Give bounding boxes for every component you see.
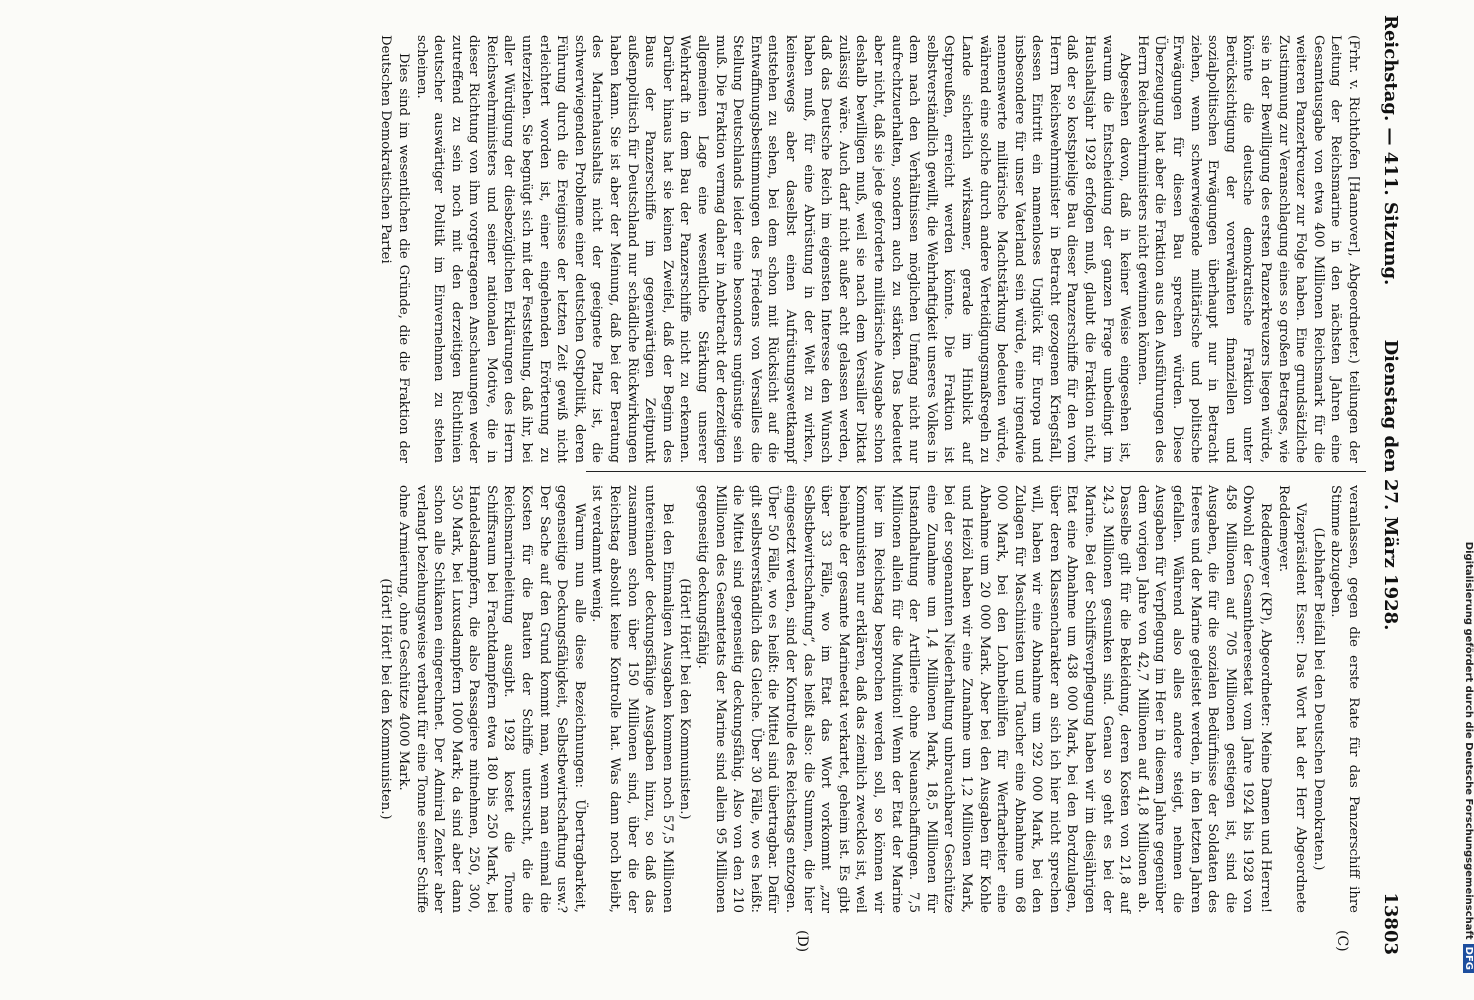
dfg-logo: DFG	[1463, 944, 1474, 973]
paragraph: Reddemeyer (KP), Abgeordneter: Meine Damen und Herren! Obwohl der Gesamtheeresetat vom Jahre 1924 bis 1928 von 458 Millionen auf 705 Millionen gestiegen ist, sind die Ausgaben, die für die sozialen Bedürfnisse der Soldaten des Heeres und der Marine geleistet werden, in den letzten Jahren gefallen. Während also alles andere steigt, nehmen die Ausgaben für Verpflegung im Heer in diesem Jahre gegenüber dem vorigen Jahre von 42,7 Millionen auf 41,8 Millionen ab. Dasselbe gilt für die Bekleidung, deren Kosten von 21,8 auf 24,3 Millionen gesunken sind. Genau so geht es bei der Marine. Bei der Schiffsverpflegung haben wir im diesjährigen Etat eine Abnahme um 438 000 Mark, bei den Bordzulagen, über deren Klassencharakter an sich ich hier nicht sprechen will, haben wir eine Abnahme um 292 000 Mark, bei den Zulagen für Maschinisten und Taucher eine Abnahme um 68 000 Mark, bei den Lohnbeihilfen für Werftarbeiter eine Abnahme um 20 000 Mark. Aber bei den Ausgaben für Kohle und Heizöl haben wir eine Zunahme um 1,2 Millionen Mark, bei der sogenannten Niederhaltung unbrauchbarer Geschütze eine Zunahme um 1,4 Millionen Mark, 18,5 Millionen für Instandhaltung der Artillerie ohne Neuanschaffungen. 7,5 Millionen allein für die Munition! Wenn der Etat der Marine hier im Reichstag besprochen werden soll, so können wir Kommunisten nur erklären, daß das ziemlich zwecklos ist, weil beinahe der gesamte Marineetat verkartet, geheim ist. Es gibt über 33 Fälle, wo im Etat das Wort vorkommt „zur Selbstbewirtschaftung“, das heißt also: die Summen, die hier eingesetzt werden, sind der Kontrolle des Reichstags entzogen. Über 50 Fälle, wo es heißt: die Mittel sind übertragbar. Dafür gilt selbstverständlich das Gleiche. Über 30 Fälle, wo es heißt: die Mittel sind gegenseitig deckungsfähig. Also von den 210 Millionen des Gesamtetats der Marine sind allein 95 Millionen gegenseitig deckungsfähig.	[695, 485, 1274, 913]
paragraph: Bei den Einmaligen Ausgaben kommen noch 57,5 Millionen untereinander deckungsfähige Ausgaben hinzu, so daß das zusammen schon über 150 Millionen sind, über die der Reichstag absolut keine Kontrolle hat. Was dann noch bleibt, ist verdammt wenig.	[589, 485, 675, 913]
document-page	[140, 15, 1474, 970]
digitization-text: Digitalisierung gefördert durch die Deutsche Forschungsgemeinschaft	[1463, 541, 1474, 940]
digitization-note	[1463, 542, 1474, 973]
interjection: (Lebhafter Beifall bei den Deutschen Demokraten.)	[1310, 527, 1326, 871]
column-divider	[586, 471, 1366, 472]
left-column	[377, 35, 1362, 463]
paragraph: Warum nun alle diese Bezeichnungen: Übertragbarkeit, gegenseitige Deckungsfähigkeit, Selbstbewirtschaftung usw.? Der Sache auf den Grund kommt man, wenn man einmal die Kosten für die Bauten der Schiffe untersucht, die die Reichsmarineleitung ausgibt. 1928 kostet die Tonne Schiffsraum bei Frachtdampfern etwa 180 bis 250 Mark, bei Handelsdampfern, die also Passagiere mitnehmen, 250, 300, 350 Mark, bei Luxusdampfern 1000 Mark; da sind aber dann schon alle Schikanen eingerechnet. Der Admiral Zenker aber verlangt beziehungsweise verbaut für eine Tonne seiner Schiffe ohne Armierung, ohne Geschütze 4000 Mark.	[395, 485, 587, 913]
paragraph: Abgesehen davon, daß in keiner Weise eingesehen ist, warum die Entscheidung der ganzen Frage unbedingt im Haushaltsjahr 1928 erfolgen muß, glaubt die Fraktion nicht, daß der so kostspielige Bau dieser Panzerschiffe für den vom Herrn Reichswehrminister in Betracht gezogenen Kriegsfall, dessen Eintritt ein namenloses Unglück für Europa und insbesondere für unser Vaterland sein würde, eine irgendwie nennenswerte militärische Machtstärkung bedeuten würde, während eine solche durch andere Verteidigungsmaßregeln zu Lande sicherlich wirksamer, gerade im Hinblick auf Ostpreußen, erreicht werden könnte. Die Fraktion ist selbstverständlich gewillt, die Wehrhaftigkeit unseres Volkes in dem nach den Verhältnissen möglichen Umfang nicht nur aufrechtzuerhalten, sondern auch zu stärken. Das bedeutet aber nicht, daß sie jede geforderte militärische Ausgabe schon deshalb bewilligen muß, weil sie nach dem Versailler Diktat zulässig wäre. Auch darf nicht außer acht gelassen werden, daß das Deutsche Reich im eigensten Interesse den Wunsch haben muß, für eine Abrüstung in der Welt zu wirken, keineswegs aber daselbst einen Aufrüstungswettkampf entstehen zu sehen, bei dem schon mit Rücksicht auf die Entwaffnungsbestimmungen des Friedens von Versailles die Stellung Deutschlands leider eine besonders ungünstige sein muß. Die Fraktion vermag daher in Anbetracht der derzeitigen allgemeinen Lage eine wesentliche Stärkung unserer Wehrkraft in dem Bau der Panzerschiffe nicht zu erkennen. Darüber hinaus hat sie keinen Zweifel, daß der Beginn des Baus der Panzerschiffe im gegenwärtigen Zeitpunkt außenpolitisch für Deutschland nur schädliche Rückwirkungen haben kann. Sie ist aber der Meinung, daß bei der Beratung des Marinehaushalts nicht der geeignete Platz ist, die schwerwiegenden Probleme einer deutschen Ostpolitik, deren Führung durch die Ereignisse der letzten Zeit gewiß nicht erleichtert worden ist, einer eingehenden Erörterung zu unterziehen. Sie begnügt sich mit der Feststellung, daß ihr, bei aller Würdigung der diesbezüglichen Erklärungen des Herrn Reichswehrministers und seiner nationalen Motive, die in dieser Richtung von ihm vorgetragenen Anschauungen weder zutreffend zu sein noch mit den derzeitigen Richtlinien deutscher auswärtiger Politik im Einvernehmen zu stehen scheinen.	[413, 35, 1133, 463]
page-number: 13803	[1380, 892, 1402, 955]
right-column	[377, 485, 1362, 913]
paragraph: Vizepräsident Esser: Das Wort hat der Herr Abgeordnete Reddemeyer.	[1275, 485, 1309, 913]
interjection: (Hört! Hört! bei den Kommunisten.)	[677, 578, 693, 820]
margin-marker-c: (C)	[1334, 930, 1350, 952]
interjection: (Hört! Hört! bei den Kommunisten.)	[378, 578, 394, 820]
margin-marker-d: (D)	[794, 930, 810, 953]
paragraph: Dies sind im wesentlichen die Gründe, die die Fraktion der Deutschen Demokratischen Partei	[378, 35, 411, 463]
paragraph: veranlassen, gegen die erste Rate für das Panzerschiff ihre Stimme abzugeben.	[1328, 485, 1361, 913]
header-left: Reichstag. — 411. Sitzung.	[1380, 15, 1402, 286]
header-date: Dienstag den 27. März 1928.	[1380, 339, 1402, 631]
paragraph: (Frhr. v. Richthofen [Hannover], Abgeordneter.) teilungen der Leitung der Reichsmarine in den nächsten Jahren eine Gesamtausgabe von etwa 400 Millionen Reichsmark für die weiteren Panzerkreuzer zur Folge haben. Eine grundsätzliche Zustimmung zur Veranschlagung eines so großen Betrages, wie sie in der Bewilligung des ersten Panzerkreuzers liegen würde, könnte die deutsche demokratische Fraktion unter Berücksichtigung der vorerwähnten finanziellen und sozialpolitischen Erwägungen überhaupt nur in Betracht ziehen, wenn schwerwiegende militärische und politische Erwägungen für diesen Bau sprechen würden. Diese Überzeugung hat aber die Fraktion aus den Ausführungen des Herrn Reichswehrministers nicht gewinnen können.	[1134, 35, 1361, 463]
page-header	[1372, 15, 1410, 955]
